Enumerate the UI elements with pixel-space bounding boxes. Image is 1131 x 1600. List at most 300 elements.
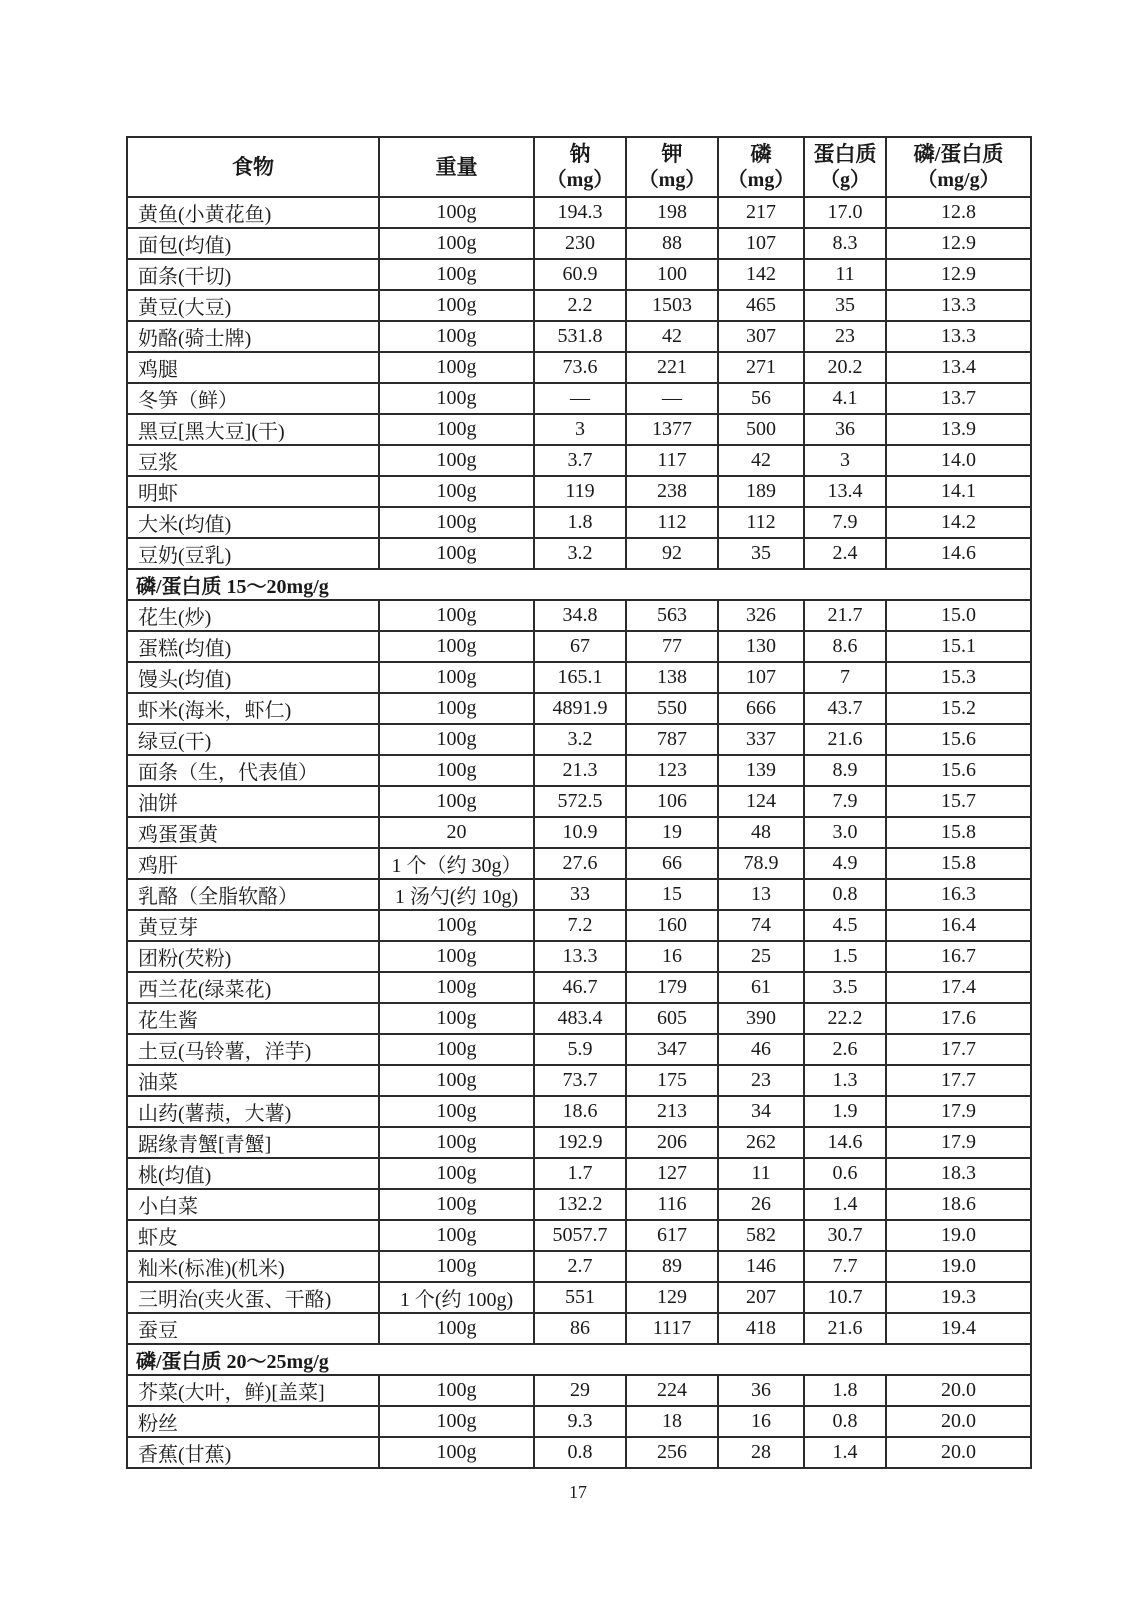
sodium-cell: 73.7 xyxy=(534,1065,626,1096)
phosphorus-cell: 666 xyxy=(718,693,804,724)
weight-cell: 100g xyxy=(379,1158,534,1189)
weight-cell: 100g xyxy=(379,1003,534,1034)
ratio-cell: 20.0 xyxy=(886,1406,1031,1437)
protein-cell: 3.0 xyxy=(804,817,886,848)
section-header-label: 磷/蛋白质 15～20mg/g xyxy=(127,569,1031,600)
protein-cell: 11 xyxy=(804,259,886,290)
protein-cell: 1.4 xyxy=(804,1437,886,1468)
potassium-cell: 1503 xyxy=(626,290,718,321)
potassium-cell: 198 xyxy=(626,197,718,228)
table-body xyxy=(127,197,1031,1468)
weight-cell: 100g xyxy=(379,476,534,507)
table-row xyxy=(127,1406,1031,1437)
ratio-cell: 15.0 xyxy=(886,600,1031,631)
ratio-cell: 17.7 xyxy=(886,1065,1031,1096)
sodium-cell: 13.3 xyxy=(534,941,626,972)
table-row xyxy=(127,1065,1031,1096)
header-weight-label: 重量 xyxy=(435,155,478,179)
phosphorus-cell: 418 xyxy=(718,1313,804,1344)
ratio-cell: 15.2 xyxy=(886,693,1031,724)
protein-cell: 14.6 xyxy=(804,1127,886,1158)
weight-cell: 100g xyxy=(379,786,534,817)
potassium-cell: 563 xyxy=(626,600,718,631)
potassium-cell: — xyxy=(626,383,718,414)
sodium-cell: 192.9 xyxy=(534,1127,626,1158)
protein-cell: 13.4 xyxy=(804,476,886,507)
phosphorus-cell: 142 xyxy=(718,259,804,290)
header-ratio-unit: （mg/g） xyxy=(917,169,1000,191)
potassium-cell: 347 xyxy=(626,1034,718,1065)
ratio-cell: 13.9 xyxy=(886,414,1031,445)
sodium-cell: 2.7 xyxy=(534,1251,626,1282)
phosphorus-cell: 34 xyxy=(718,1096,804,1127)
weight-cell: 100g xyxy=(379,507,534,538)
food-cell: 虾米(海米，虾仁) xyxy=(127,693,379,724)
ratio-cell: 12.9 xyxy=(886,259,1031,290)
food-cell: 豆浆 xyxy=(127,445,379,476)
protein-cell: 21.6 xyxy=(804,724,886,755)
potassium-cell: 77 xyxy=(626,631,718,662)
food-cell: 奶酪(骑士牌) xyxy=(127,321,379,352)
potassium-cell: 1377 xyxy=(626,414,718,445)
food-cell: 黄豆芽 xyxy=(127,910,379,941)
food-cell: 冬笋（鲜） xyxy=(127,383,379,414)
protein-cell: 0.8 xyxy=(804,1406,886,1437)
potassium-cell: 18 xyxy=(626,1406,718,1437)
food-cell: 明虾 xyxy=(127,476,379,507)
food-cell: 山药(薯蓣，大薯) xyxy=(127,1096,379,1127)
ratio-cell: 16.3 xyxy=(886,879,1031,910)
weight-cell: 20 xyxy=(379,817,534,848)
ratio-cell: 15.7 xyxy=(886,786,1031,817)
protein-cell: 2.6 xyxy=(804,1034,886,1065)
table-row xyxy=(127,1096,1031,1127)
food-cell: 蛋糕(均值) xyxy=(127,631,379,662)
sodium-cell: 0.8 xyxy=(534,1437,626,1468)
ratio-cell: 14.1 xyxy=(886,476,1031,507)
ratio-cell: 12.9 xyxy=(886,228,1031,259)
food-cell: 土豆(马铃薯，洋芋) xyxy=(127,1034,379,1065)
weight-cell: 100g xyxy=(379,755,534,786)
table-row xyxy=(127,631,1031,662)
protein-cell: 7.7 xyxy=(804,1251,886,1282)
phosphorus-cell: 130 xyxy=(718,631,804,662)
phosphorus-cell: 35 xyxy=(718,538,804,569)
food-cell: 籼米(标准)(机米) xyxy=(127,1251,379,1282)
ratio-cell: 14.2 xyxy=(886,507,1031,538)
food-cell: 面条（生，代表值） xyxy=(127,755,379,786)
food-cell: 绿豆(干) xyxy=(127,724,379,755)
header-phosphorus-protein-ratio xyxy=(886,137,1031,197)
table-row xyxy=(127,1034,1031,1065)
potassium-cell: 127 xyxy=(626,1158,718,1189)
weight-cell: 100g xyxy=(379,1065,534,1096)
table-row xyxy=(127,693,1031,724)
food-cell: 馒头(均值) xyxy=(127,662,379,693)
weight-cell: 1 个（约 30g） xyxy=(379,848,534,879)
sodium-cell: 5057.7 xyxy=(534,1220,626,1251)
sodium-cell: 1.7 xyxy=(534,1158,626,1189)
food-cell: 鸡蛋蛋黄 xyxy=(127,817,379,848)
section-header-label: 磷/蛋白质 20～25mg/g xyxy=(127,1344,1031,1375)
header-sodium-name: 钠 xyxy=(569,142,591,166)
sodium-cell: 60.9 xyxy=(534,259,626,290)
ratio-cell: 15.6 xyxy=(886,724,1031,755)
sodium-cell: 73.6 xyxy=(534,352,626,383)
protein-cell: 22.2 xyxy=(804,1003,886,1034)
weight-cell: 100g xyxy=(379,383,534,414)
potassium-cell: 206 xyxy=(626,1127,718,1158)
sodium-cell: 86 xyxy=(534,1313,626,1344)
weight-cell: 100g xyxy=(379,197,534,228)
table-row xyxy=(127,848,1031,879)
sodium-cell: 29 xyxy=(534,1375,626,1406)
sodium-cell: — xyxy=(534,383,626,414)
protein-cell: 1.4 xyxy=(804,1189,886,1220)
header-ratio-name: 磷/蛋白质 xyxy=(913,142,1004,166)
weight-cell: 100g xyxy=(379,414,534,445)
ratio-cell: 19.0 xyxy=(886,1220,1031,1251)
sodium-cell: 10.9 xyxy=(534,817,626,848)
table-row xyxy=(127,1189,1031,1220)
food-cell: 黄鱼(小黄花鱼) xyxy=(127,197,379,228)
protein-cell: 1.8 xyxy=(804,1375,886,1406)
table-row xyxy=(127,197,1031,228)
table-row xyxy=(127,879,1031,910)
ratio-cell: 20.0 xyxy=(886,1375,1031,1406)
potassium-cell: 224 xyxy=(626,1375,718,1406)
protein-cell: 17.0 xyxy=(804,197,886,228)
phosphorus-cell: 112 xyxy=(718,507,804,538)
table-row xyxy=(127,1437,1031,1468)
protein-cell: 8.3 xyxy=(804,228,886,259)
protein-cell: 43.7 xyxy=(804,693,886,724)
ratio-cell: 20.0 xyxy=(886,1437,1031,1468)
phosphorus-cell: 107 xyxy=(718,662,804,693)
food-cell: 踞缘青蟹[青蟹] xyxy=(127,1127,379,1158)
weight-cell: 100g xyxy=(379,631,534,662)
table-row xyxy=(127,1282,1031,1313)
potassium-cell: 138 xyxy=(626,662,718,693)
sodium-cell: 119 xyxy=(534,476,626,507)
ratio-cell: 15.8 xyxy=(886,848,1031,879)
ratio-cell: 17.9 xyxy=(886,1096,1031,1127)
protein-cell: 8.9 xyxy=(804,755,886,786)
phosphorus-cell: 28 xyxy=(718,1437,804,1468)
sodium-cell: 9.3 xyxy=(534,1406,626,1437)
food-cell: 小白菜 xyxy=(127,1189,379,1220)
weight-cell: 100g xyxy=(379,1127,534,1158)
potassium-cell: 179 xyxy=(626,972,718,1003)
food-cell: 鸡肝 xyxy=(127,848,379,879)
section-header-row xyxy=(127,1344,1031,1375)
phosphorus-cell: 139 xyxy=(718,755,804,786)
sodium-cell: 531.8 xyxy=(534,321,626,352)
sodium-cell: 230 xyxy=(534,228,626,259)
phosphorus-cell: 56 xyxy=(718,383,804,414)
protein-cell: 3 xyxy=(804,445,886,476)
sodium-cell: 27.6 xyxy=(534,848,626,879)
table-row xyxy=(127,259,1031,290)
potassium-cell: 617 xyxy=(626,1220,718,1251)
protein-cell: 0.8 xyxy=(804,879,886,910)
phosphorus-cell: 16 xyxy=(718,1406,804,1437)
header-phosphorus-unit: （mg） xyxy=(727,169,795,191)
weight-cell: 100g xyxy=(379,910,534,941)
potassium-cell: 160 xyxy=(626,910,718,941)
table-row xyxy=(127,476,1031,507)
food-cell: 黄豆(大豆) xyxy=(127,290,379,321)
phosphorus-cell: 61 xyxy=(718,972,804,1003)
food-cell: 面条(干切) xyxy=(127,259,379,290)
potassium-cell: 1117 xyxy=(626,1313,718,1344)
ratio-cell: 15.3 xyxy=(886,662,1031,693)
ratio-cell: 13.4 xyxy=(886,352,1031,383)
table-row xyxy=(127,662,1031,693)
ratio-cell: 13.7 xyxy=(886,383,1031,414)
table-row xyxy=(127,910,1031,941)
phosphorus-cell: 465 xyxy=(718,290,804,321)
phosphorus-cell: 217 xyxy=(718,197,804,228)
weight-cell: 100g xyxy=(379,662,534,693)
ratio-cell: 16.7 xyxy=(886,941,1031,972)
potassium-cell: 221 xyxy=(626,352,718,383)
phosphorus-cell: 500 xyxy=(718,414,804,445)
food-cell: 粉丝 xyxy=(127,1406,379,1437)
table-row xyxy=(127,786,1031,817)
weight-cell: 100g xyxy=(379,1189,534,1220)
ratio-cell: 19.0 xyxy=(886,1251,1031,1282)
weight-cell: 100g xyxy=(379,228,534,259)
ratio-cell: 17.4 xyxy=(886,972,1031,1003)
protein-cell: 21.6 xyxy=(804,1313,886,1344)
phosphorus-cell: 23 xyxy=(718,1065,804,1096)
table-row xyxy=(127,817,1031,848)
food-cell: 桃(均值) xyxy=(127,1158,379,1189)
potassium-cell: 117 xyxy=(626,445,718,476)
table-row xyxy=(127,383,1031,414)
potassium-cell: 605 xyxy=(626,1003,718,1034)
protein-cell: 23 xyxy=(804,321,886,352)
sodium-cell: 551 xyxy=(534,1282,626,1313)
food-cell: 团粉(芡粉) xyxy=(127,941,379,972)
ratio-cell: 14.6 xyxy=(886,538,1031,569)
potassium-cell: 116 xyxy=(626,1189,718,1220)
food-cell: 西兰花(绿菜花) xyxy=(127,972,379,1003)
weight-cell: 100g xyxy=(379,1313,534,1344)
phosphorus-cell: 26 xyxy=(718,1189,804,1220)
table-row xyxy=(127,228,1031,259)
sodium-cell: 165.1 xyxy=(534,662,626,693)
potassium-cell: 787 xyxy=(626,724,718,755)
table-row xyxy=(127,1127,1031,1158)
header-sodium xyxy=(534,137,626,197)
food-cell: 花生(炒) xyxy=(127,600,379,631)
ratio-cell: 18.3 xyxy=(886,1158,1031,1189)
table-row xyxy=(127,414,1031,445)
potassium-cell: 92 xyxy=(626,538,718,569)
header-potassium xyxy=(626,137,718,197)
table-row xyxy=(127,321,1031,352)
ratio-cell: 17.6 xyxy=(886,1003,1031,1034)
table-row xyxy=(127,1375,1031,1406)
sodium-cell: 3 xyxy=(534,414,626,445)
protein-cell: 21.7 xyxy=(804,600,886,631)
header-potassium-unit: （mg） xyxy=(638,169,706,191)
weight-cell: 100g xyxy=(379,321,534,352)
food-cell: 花生酱 xyxy=(127,1003,379,1034)
weight-cell: 100g xyxy=(379,1034,534,1065)
sodium-cell: 1.8 xyxy=(534,507,626,538)
ratio-cell: 18.6 xyxy=(886,1189,1031,1220)
phosphorus-cell: 307 xyxy=(718,321,804,352)
section-header-row xyxy=(127,569,1031,600)
potassium-cell: 112 xyxy=(626,507,718,538)
weight-cell: 100g xyxy=(379,1220,534,1251)
phosphorus-cell: 582 xyxy=(718,1220,804,1251)
phosphorus-cell: 337 xyxy=(718,724,804,755)
potassium-cell: 213 xyxy=(626,1096,718,1127)
phosphorus-cell: 390 xyxy=(718,1003,804,1034)
food-cell: 豆奶(豆乳) xyxy=(127,538,379,569)
food-cell: 鸡腿 xyxy=(127,352,379,383)
weight-cell: 100g xyxy=(379,693,534,724)
potassium-cell: 15 xyxy=(626,879,718,910)
potassium-cell: 123 xyxy=(626,755,718,786)
phosphorus-cell: 207 xyxy=(718,1282,804,1313)
header-phosphorus xyxy=(718,137,804,197)
sodium-cell: 132.2 xyxy=(534,1189,626,1220)
sodium-cell: 46.7 xyxy=(534,972,626,1003)
header-protein-name: 蛋白质 xyxy=(813,142,877,166)
weight-cell: 100g xyxy=(379,724,534,755)
phosphorus-cell: 11 xyxy=(718,1158,804,1189)
food-cell: 虾皮 xyxy=(127,1220,379,1251)
potassium-cell: 175 xyxy=(626,1065,718,1096)
ratio-cell: 12.8 xyxy=(886,197,1031,228)
food-cell: 三明治(夹火蛋、干酪) xyxy=(127,1282,379,1313)
weight-cell: 100g xyxy=(379,445,534,476)
sodium-cell: 3.2 xyxy=(534,538,626,569)
ratio-cell: 15.8 xyxy=(886,817,1031,848)
table-row xyxy=(127,972,1031,1003)
food-cell: 大米(均值) xyxy=(127,507,379,538)
table-row xyxy=(127,755,1031,786)
sodium-cell: 34.8 xyxy=(534,600,626,631)
table-row xyxy=(127,290,1031,321)
phosphorus-cell: 146 xyxy=(718,1251,804,1282)
header-potassium-name: 钾 xyxy=(661,142,683,166)
header-food-label: 食物 xyxy=(232,155,274,179)
table-row xyxy=(127,724,1031,755)
potassium-cell: 19 xyxy=(626,817,718,848)
table-row xyxy=(127,941,1031,972)
weight-cell: 1 个(约 100g) xyxy=(379,1282,534,1313)
ratio-cell: 15.1 xyxy=(886,631,1031,662)
header-phosphorus-name: 磷 xyxy=(750,142,772,166)
food-cell: 香蕉(甘蕉) xyxy=(127,1437,379,1468)
table-row xyxy=(127,507,1031,538)
sodium-cell: 572.5 xyxy=(534,786,626,817)
weight-cell: 100g xyxy=(379,259,534,290)
protein-cell: 10.7 xyxy=(804,1282,886,1313)
potassium-cell: 238 xyxy=(626,476,718,507)
potassium-cell: 256 xyxy=(626,1437,718,1468)
protein-cell: 4.5 xyxy=(804,910,886,941)
sodium-cell: 7.2 xyxy=(534,910,626,941)
sodium-cell: 3.7 xyxy=(534,445,626,476)
ratio-cell: 13.3 xyxy=(886,321,1031,352)
table-row xyxy=(127,538,1031,569)
phosphorus-cell: 48 xyxy=(718,817,804,848)
sodium-cell: 5.9 xyxy=(534,1034,626,1065)
ratio-cell: 13.3 xyxy=(886,290,1031,321)
sodium-cell: 18.6 xyxy=(534,1096,626,1127)
weight-cell: 100g xyxy=(379,600,534,631)
food-cell: 黑豆[黑大豆](干) xyxy=(127,414,379,445)
food-cell: 乳酪（全脂软酪） xyxy=(127,879,379,910)
sodium-cell: 194.3 xyxy=(534,197,626,228)
protein-cell: 1.3 xyxy=(804,1065,886,1096)
food-cell: 蚕豆 xyxy=(127,1313,379,1344)
protein-cell: 8.6 xyxy=(804,631,886,662)
potassium-cell: 66 xyxy=(626,848,718,879)
table-row xyxy=(127,600,1031,631)
nutrition-table xyxy=(126,136,1032,1469)
weight-cell: 100g xyxy=(379,1406,534,1437)
phosphorus-cell: 124 xyxy=(718,786,804,817)
weight-cell: 100g xyxy=(379,538,534,569)
food-cell: 面包(均值) xyxy=(127,228,379,259)
table-row xyxy=(127,1158,1031,1189)
phosphorus-cell: 25 xyxy=(718,941,804,972)
phosphorus-cell: 326 xyxy=(718,600,804,631)
table-row xyxy=(127,352,1031,383)
phosphorus-cell: 13 xyxy=(718,879,804,910)
phosphorus-cell: 42 xyxy=(718,445,804,476)
food-cell: 油饼 xyxy=(127,786,379,817)
table-header xyxy=(127,137,1031,197)
protein-cell: 3.5 xyxy=(804,972,886,1003)
potassium-cell: 106 xyxy=(626,786,718,817)
protein-cell: 7.9 xyxy=(804,786,886,817)
potassium-cell: 88 xyxy=(626,228,718,259)
protein-cell: 1.9 xyxy=(804,1096,886,1127)
ratio-cell: 19.4 xyxy=(886,1313,1031,1344)
protein-cell: 30.7 xyxy=(804,1220,886,1251)
phosphorus-cell: 262 xyxy=(718,1127,804,1158)
table-row xyxy=(127,1251,1031,1282)
sodium-cell: 21.3 xyxy=(534,755,626,786)
ratio-cell: 15.6 xyxy=(886,755,1031,786)
phosphorus-cell: 74 xyxy=(718,910,804,941)
sodium-cell: 33 xyxy=(534,879,626,910)
phosphorus-cell: 107 xyxy=(718,228,804,259)
weight-cell: 100g xyxy=(379,290,534,321)
ratio-cell: 16.4 xyxy=(886,910,1031,941)
potassium-cell: 16 xyxy=(626,941,718,972)
potassium-cell: 100 xyxy=(626,259,718,290)
weight-cell: 100g xyxy=(379,972,534,1003)
weight-cell: 100g xyxy=(379,941,534,972)
table-row xyxy=(127,445,1031,476)
protein-cell: 2.4 xyxy=(804,538,886,569)
weight-cell: 100g xyxy=(379,352,534,383)
phosphorus-cell: 78.9 xyxy=(718,848,804,879)
weight-cell: 100g xyxy=(379,1096,534,1127)
weight-cell: 100g xyxy=(379,1251,534,1282)
ratio-cell: 19.3 xyxy=(886,1282,1031,1313)
